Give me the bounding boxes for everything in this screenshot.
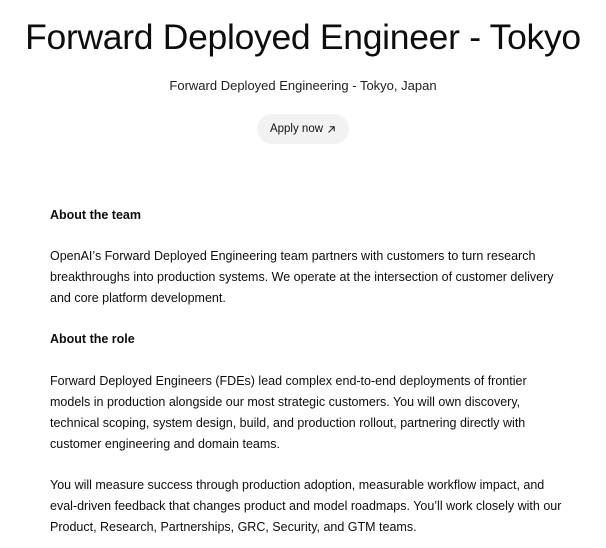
- about-role-paragraph: You will measure success through production adoption, measurable workflow impact, and eval-driven feedback that changes product and model roadmaps. You’ll work closely with our Product, Research, Partnerships, GRC, Security, and GTM teams.: [50, 478, 562, 534]
- about-role-heading: About the role: [50, 332, 135, 346]
- job-location-subtitle: Forward Deployed Engineering - Tokyo, Japan: [169, 78, 437, 93]
- apply-now-button[interactable]: [257, 114, 349, 144]
- page-title: Forward Deployed Engineer - Tokyo: [25, 17, 581, 57]
- about-team-heading: About the team: [50, 208, 141, 222]
- arrow-up-right-icon: [327, 125, 336, 134]
- apply-now-label: Apply now: [269, 123, 324, 135]
- about-team-paragraph: OpenAI’s Forward Deployed Engineering team partners with customers to turn research breakthroughs into production systems. We operate at the intersection of customer delivery and core platform development.: [50, 249, 554, 305]
- about-role-paragraph: Forward Deployed Engineers (FDEs) lead complex end-to-end deployments of frontier models in production alongside our most strategic customers. You will own discovery, technical scoping, system design, build, and production rollout, partnering directly with customer engineering and domain teams.: [50, 374, 527, 451]
